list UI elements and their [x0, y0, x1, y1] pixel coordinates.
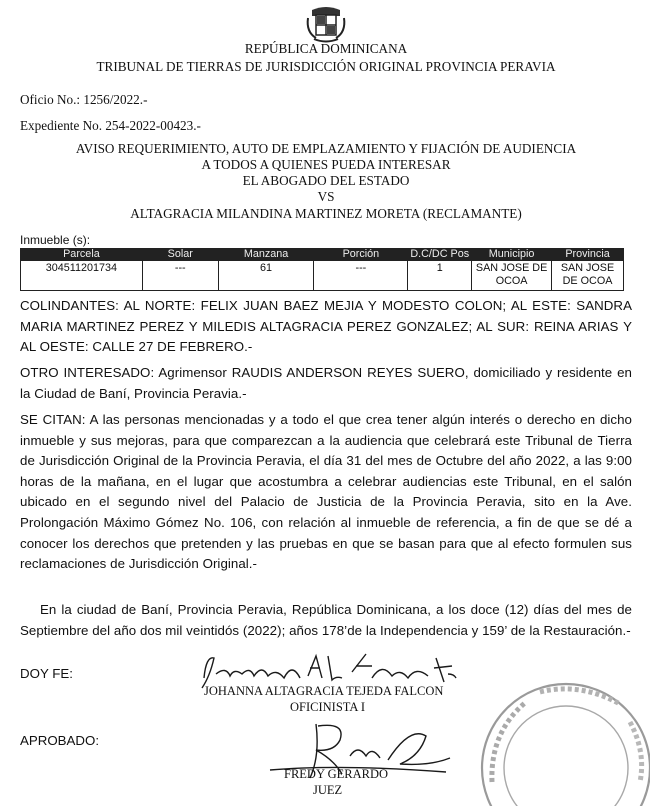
clerk-title: OFICINISTA I — [290, 700, 366, 714]
table-cell: 61 — [218, 261, 314, 291]
header-court: TRIBUNAL DE TIERRAS DE JURISDICCIÓN ORIGINAL PROVINCIA PERAVIA — [96, 59, 556, 74]
title-line-1: AVISO REQUERIMIENTO, AUTO DE EMPLAZAMIENTO Y FIJACIÓN DE AUDIENCIA — [75, 141, 577, 156]
column-header: Provincia — [552, 249, 624, 261]
court-seal-stamp — [470, 672, 650, 806]
colindantes-paragraph: COLINDANTES: AL NORTE: FELIX JUAN BAEZ MEJIA Y MODESTO COLON; AL ESTE: SANDRA MARIA MARTINEZ PEREZ Y MILEDIS ALTAGRACIA PEREZ GONZALEZ; AL SUR: REINA ARIAS Y AL OESTE: CALLE 27 DE FEBRERO.- — [20, 298, 632, 355]
coat-of-arms-emblem — [304, 6, 348, 44]
title-line-2: A TODOS A QUIENES PUEDA INTERESAR — [201, 157, 451, 172]
column-header: Porción — [314, 249, 408, 261]
clerk-name: JOHANNA ALTAGRACIA TEJEDA FALCON — [204, 684, 444, 698]
doy-fe-label: DOY FE: — [20, 666, 73, 681]
table-row — [21, 261, 624, 291]
table-cell: 1 — [408, 261, 472, 291]
aprobado-label: APROBADO: — [20, 733, 100, 748]
expediente-number: Expediente No. 254-2022-00423.- — [20, 118, 201, 133]
table-cell: --- — [314, 261, 408, 291]
table-cell: 304511201734 — [21, 261, 143, 291]
column-header: D.C/DC Pos — [408, 249, 472, 261]
header-country: REPÚBLICA DOMINICANA — [244, 41, 408, 56]
closing-paragraph: En la ciudad de Baní, Provincia Peravia, República Dominicana, a los doce (12) días del mes de Septiembre del año dos mil veintidós (2022); años 178’de la Independencia y 159’ de la Restauración.- — [20, 602, 632, 638]
table-cell: SAN JOSE DE OCOA — [472, 261, 552, 291]
title-line-4: VS — [317, 189, 335, 204]
property-table — [20, 248, 624, 291]
oficio-number: Oficio No.: 1256/2022.- — [20, 92, 148, 107]
otro-interesado-paragraph: OTRO INTERESADO: Agrimensor RAUDIS ANDERSON REYES SUERO, domiciliado y residente en la Ciudad de Baní, Provincia Peravia.- — [20, 365, 632, 401]
property-label: Inmueble (s): — [20, 233, 91, 247]
table-cell: --- — [142, 261, 218, 291]
judge-title: JUEZ — [313, 783, 343, 797]
judge-name: FREDY GERARDO — [284, 767, 389, 781]
se-citan-paragraph: SE CITAN: A las personas mencionadas y a todo el que crea tener algún interés o derecho en dicho inmueble y sus mejoras, para que comparezcan a la audiencia que celebrará este Tribunal de Tierra de Jurisdicción Original de la Provincia Peravia, el día 31 del mes de Octubre del año 2022, a las 9:00 horas de la mañana, en el lugar que acostumbra a celebrar audiencias este Tribunal, en el salón ubicado en el segundo nivel del Palacio de Justicia de la Provincia Peravia, sito en la Ave. Prolongación Máximo Gómez No. 106, con relación al inmueble de referencia, a fin de que se dé a conocer los derechos que pretenden y las pruebas en que se basan para que al efecto formulen sus reclamaciones de Jurisdicción Original.- — [20, 412, 632, 572]
column-header: Manzana — [218, 249, 314, 261]
column-header: Solar — [142, 249, 218, 261]
title-line-5: ALTAGRACIA MILANDINA MARTINEZ MORETA (RECLAMANTE) — [130, 206, 522, 221]
column-header: Parcela — [21, 249, 143, 261]
table-header-row — [21, 249, 624, 261]
column-header: Municipio — [472, 249, 552, 261]
table-cell: SAN JOSE DE OCOA — [552, 261, 624, 291]
title-line-3: EL ABOGADO DEL ESTADO — [242, 173, 410, 188]
